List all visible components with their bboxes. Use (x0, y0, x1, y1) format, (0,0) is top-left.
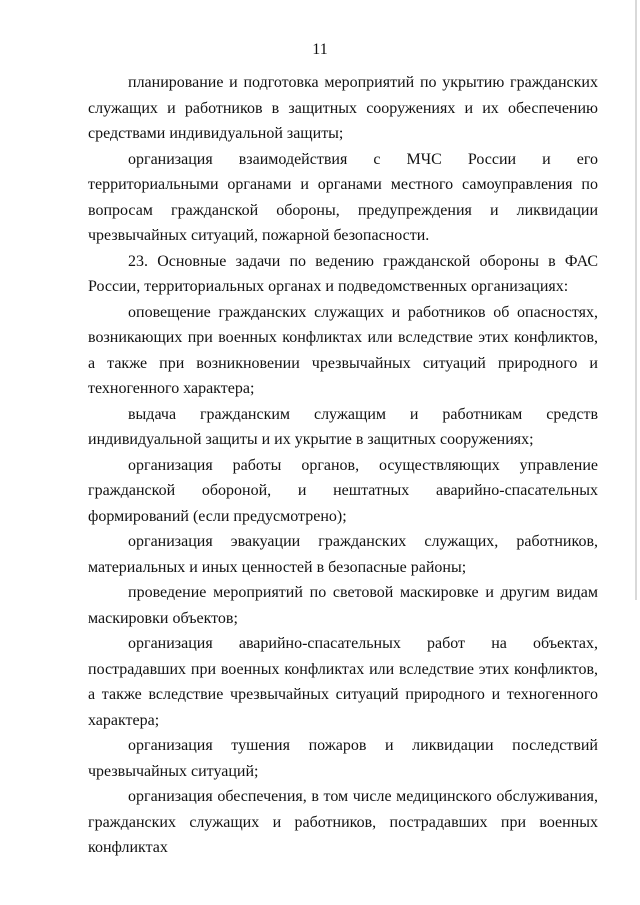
paragraph-medical-support: организация обеспечения, в том числе медицинского обслуживания, гражданских служащих и работников, пострадавших при военных конфликтах (88, 788, 598, 856)
paragraph-light-masking: проведение мероприятий по световой маскировке и другим видам маскировки объектов; (88, 584, 598, 627)
scan-edge-line (635, 0, 637, 600)
paragraph-warning: оповещение гражданских служащих и работников об опасностях, возникающих при военных конфликтах или вследствие этих конфликтов, а также при возникновении чрезвычайных ситуаций природного и техногенного характера; (88, 303, 598, 397)
paragraph-section-23: 23. Основные задачи по ведению гражданской обороны в ФАС России, территориальных органах и подведомственных организациях: (88, 252, 598, 295)
page-number: 11 (312, 41, 328, 58)
document-body (88, 70, 598, 861)
paragraph-evacuation: организация эвакуации гражданских служащих, работников, материальных и иных ценностей в безопасные районы; (88, 533, 598, 576)
paragraph-mchs-cooperation: организация взаимодействия с МЧС России и его территориальными органами и органами местного самоуправления по вопросам гражданской обороны, предупреждения и ликвидации чрезвычайных ситуаций, пожарной безопасности. (88, 150, 598, 244)
paragraph-shelter-planning: планирование и подготовка мероприятий по укрытию гражданских служащих и работников в защитных сооружениях и их обеспечению средствами индивидуальной защиты; (88, 74, 598, 142)
paragraph-rescue-works: организация аварийно-спасательных работ на объектах, пострадавших при военных конфликтах или вследствие этих конфликтов, а также вследствие чрезвычайных ситуаций природного и техногенного характера; (88, 635, 598, 729)
paragraph-civil-defense-management: организация работы органов, осуществляющих управление гражданской обороной, и нештатных аварийно-спасательных формирований (если предусмотрено); (88, 456, 598, 525)
paragraph-protection-means: выдача гражданским служащим и работникам средств индивидуальной защиты и их укрытие в защитных сооружениях; (88, 405, 598, 448)
paragraph-firefighting: организация тушения пожаров и ликвидации последствий чрезвычайных ситуаций; (88, 737, 598, 780)
